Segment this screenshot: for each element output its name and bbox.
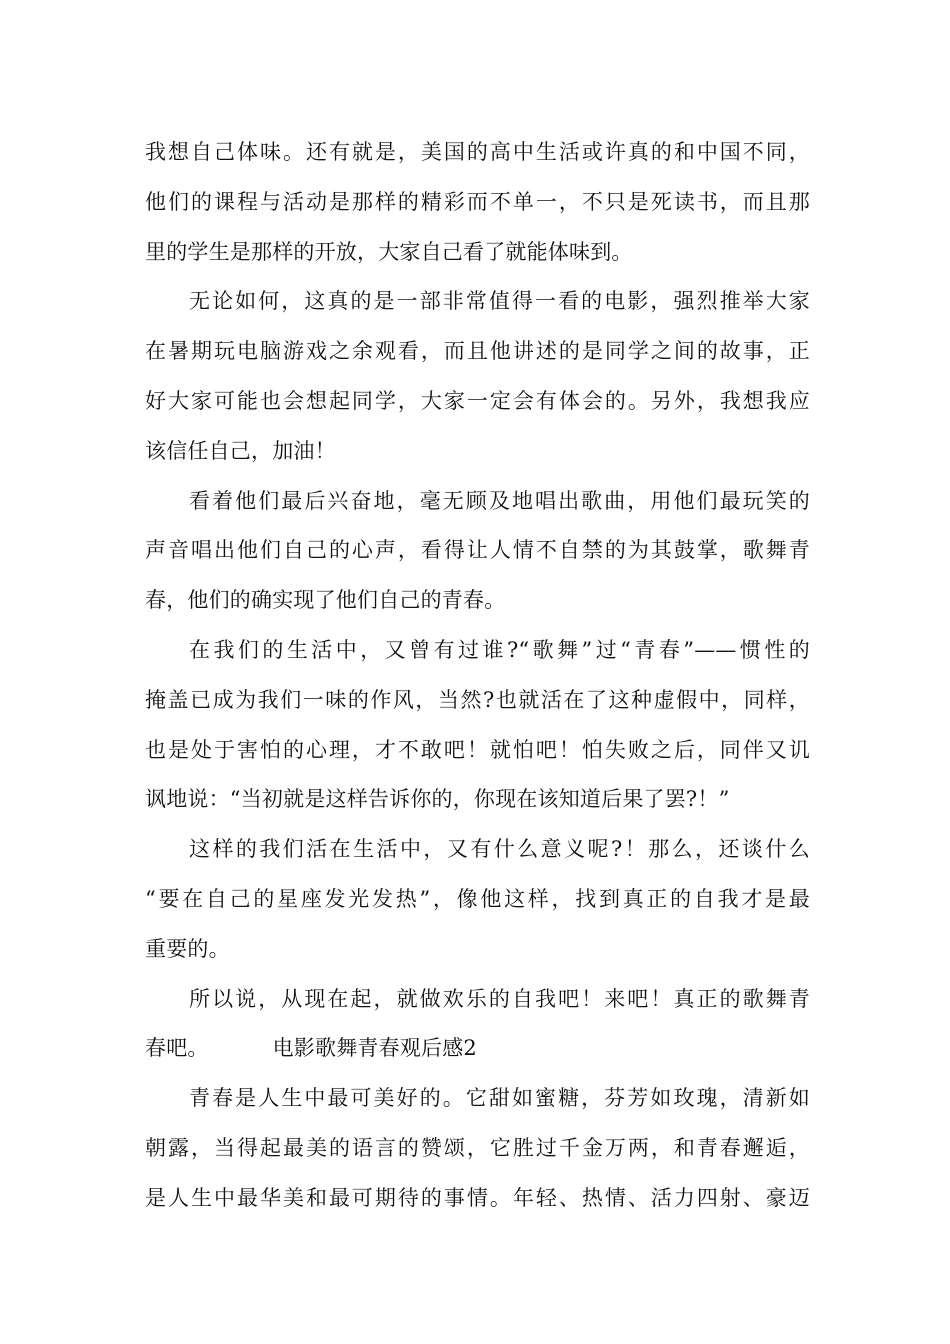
paragraph-start-line: 看着他们最后兴奋地，毫无顾及地唱出歌曲，用他们最玩笑的 (189, 488, 810, 513)
text-line: 是人生中最华美和最可期待的事情。年轻、热情、活力四射、豪迈 (145, 1185, 810, 1210)
text-line: 朝露，当得起最美的语言的赞颂，它胜过千金万两，和青春邂逅， (145, 1135, 810, 1160)
text-line: 他们的课程与活动是那样的精彩而不单一，不只是死读书，而且那 (145, 189, 810, 214)
article-body (145, 128, 810, 1224)
paragraph-start-line: 无论如何，这真的是一部非常值得一看的电影，强烈推举大家 (189, 289, 810, 314)
text-line: 我想自己体味。还有就是，美国的高中生活或许真的和中国不同， (145, 140, 810, 164)
text-line (145, 1024, 810, 1074)
text-line: 重要的。 (145, 936, 230, 961)
text-line: 里的学生是那样的开放，大家自己看了就能体味到。 (145, 239, 633, 264)
text-line: 声音唱出他们自己的心声，看得让人情不自禁的为其鼓掌，歌舞青 (145, 538, 810, 563)
paragraph-start-line: 这样的我们活在生活中，又有什么意义呢?！那么，还谈什么 (189, 837, 810, 862)
paragraph-start-line: 在我们的生活中，又曾有过谁?“歌舞”过“青春”——惯性的 (189, 637, 810, 662)
text-line: 掩盖已成为我们一味的作风，当然?也就活在了这种虚假中，同样， (145, 687, 810, 712)
text-line: 也是处于害怕的心理，才不敢吧！就怕吧！怕失败之后，同伴又讥 (145, 737, 810, 762)
text-line: 春，他们的确实现了他们自己的青春。 (145, 588, 506, 613)
text-line: “要在自己的星座发光发热”，像他这样，找到真正的自我才是最 (145, 886, 810, 911)
paragraph-start-line: 所以说，从现在起，就做欢乐的自我吧！来吧！真正的歌舞青 (189, 986, 810, 1011)
text-line: 好大家可能也会想起同学，大家一定会有体会的。另外，我想我应 (145, 388, 810, 413)
text-fragment: 春吧。 (145, 1036, 209, 1061)
text-line: 该信任自己，加油！ (145, 438, 336, 463)
text-line: 在暑期玩电脑游戏之余观看，而且他讲述的是同学之间的故事，正 (145, 339, 810, 364)
section-title: 电影歌舞青春观后感2 (272, 1036, 477, 1061)
text-line: 讽地说：“当初就是这样告诉你的，你现在该知道后果了罢?！” (145, 787, 730, 812)
paragraph-start-line: 青春是人生中最可美好的。它甜如蜜糖，芬芳如玫瑰，清新如 (189, 1086, 810, 1111)
